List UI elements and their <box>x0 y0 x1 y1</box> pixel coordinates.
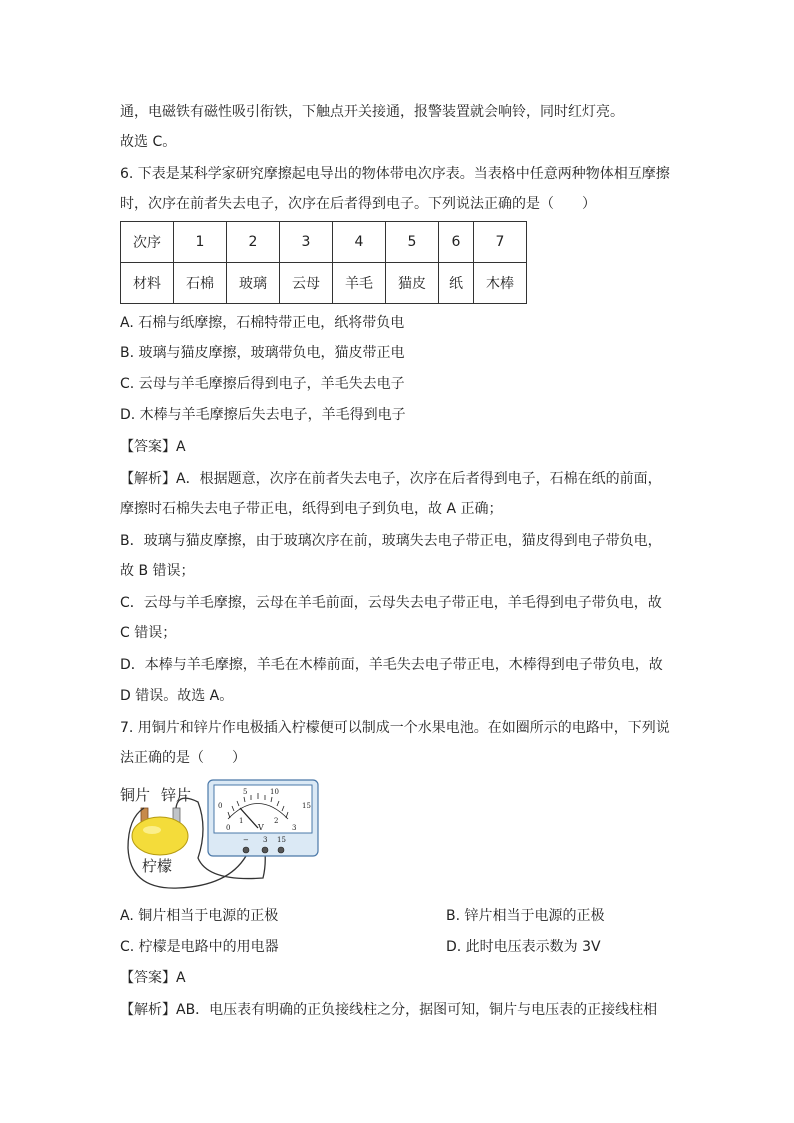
table-row <box>121 263 527 304</box>
option-a: A. 铜片相当于电源的正极 <box>120 908 279 924</box>
option-d: D. 木棒与羊毛摩擦后失去电子，羊毛得到电子 <box>120 407 406 423</box>
question-7-stem: 法正确的是（ ） <box>120 750 246 766</box>
table-cell: 4 <box>333 222 386 263</box>
explanation-line: C 错误； <box>120 625 177 641</box>
question-6-stem: 时，次序在前者失去电子，次序在后者得到电子。下列说法正确的是（ ） <box>120 196 596 212</box>
text-line: 通，电磁铁有磁性吸引衔铁，下触点开关接通，报警装置就会响铃，同时红灯亮。 <box>120 104 624 120</box>
option-c: C. 云母与羊毛摩擦后得到电子，羊毛失去电子 <box>120 376 405 392</box>
table-cell: 玻璃 <box>227 263 280 304</box>
explanation-line: 故 B 错误； <box>120 563 195 579</box>
terminal-15v <box>278 847 284 853</box>
table-cell: 1 <box>174 222 227 263</box>
scale-label: 2 <box>274 817 279 825</box>
zinc-label: 锌片 <box>161 786 192 804</box>
table-cell: 材料 <box>121 263 174 304</box>
answer-label: 【答案】A <box>120 970 186 986</box>
terminal-label: − <box>243 836 249 844</box>
scale-label: 0 <box>218 802 223 810</box>
explanation-line: D 错误。故选 A。 <box>120 688 234 704</box>
explanation-line: 【解析】AB．电压表有明确的正负接线柱之分，据图可知，铜片与电压表的正接线柱相 <box>120 1002 658 1018</box>
scale-label: 5 <box>243 788 248 796</box>
lemon <box>132 817 188 855</box>
table-cell: 纸 <box>439 263 474 304</box>
table-cell: 6 <box>439 222 474 263</box>
lemon-battery-figure <box>118 778 328 897</box>
table-cell: 猫皮 <box>386 263 439 304</box>
lemon-label: 柠檬 <box>142 857 173 875</box>
option-b: B. 锌片相当于电源的正极 <box>446 908 605 924</box>
terminal-label: 15 <box>277 836 286 844</box>
text-line: 故选 C。 <box>120 134 177 150</box>
explanation-line: D．本棒与羊毛摩擦，羊毛在木棒前面，羊毛失去电子带正电，木棒得到电子带负电，故 <box>120 657 663 673</box>
table-cell: 次序 <box>121 222 174 263</box>
terminal-negative <box>243 847 249 853</box>
terminal-label: 3 <box>263 836 268 844</box>
table-cell: 木棒 <box>474 263 527 304</box>
question-7-stem: 7. 用铜片和锌片作电极插入柠檬便可以制成一个水果电池。在如圈所示的电路中，下列说 <box>120 720 670 736</box>
scale-label: 15 <box>302 802 311 810</box>
copper-label: 铜片 <box>120 786 151 804</box>
scale-label: 1 <box>239 817 244 825</box>
table-cell: 5 <box>386 222 439 263</box>
charge-sequence-table <box>120 221 527 304</box>
explanation-line: 【解析】A．根据题意，次序在前者失去电子，次序在后者得到电子，石棉在纸的前面， <box>120 471 662 487</box>
table-row <box>121 222 527 263</box>
table-cell: 2 <box>227 222 280 263</box>
explanation-line: C．云母与羊毛摩擦，云母在羊毛前面，云母失去电子带正电，羊毛得到电子带负电，故 <box>120 595 662 611</box>
table-cell: 3 <box>280 222 333 263</box>
scale-label: 3 <box>292 824 297 832</box>
answer-label: 【答案】A <box>120 439 186 455</box>
lemon-highlight <box>143 826 161 834</box>
explanation-line: B．玻璃与猫皮摩擦，由于玻璃次序在前，玻璃失去电子带正电，猫皮得到电子带负电， <box>120 533 662 549</box>
option-a: A. 石棉与纸摩擦，石棉特带正电，纸将带负电 <box>120 315 405 331</box>
question-6-stem: 6. 下表是某科学家研究摩擦起电导出的物体带电次序表。当表格中任意两种物体相互摩擦 <box>120 166 670 182</box>
table-cell: 石棉 <box>174 263 227 304</box>
terminal-3v <box>262 847 268 853</box>
scale-label: 0 <box>226 824 231 832</box>
table-cell: 云母 <box>280 263 333 304</box>
option-d: D. 此时电压表示数为 3V <box>446 939 601 955</box>
table-cell: 7 <box>474 222 527 263</box>
scale-label: 10 <box>270 788 279 796</box>
option-b: B. 玻璃与猫皮摩擦，玻璃带负电，猫皮带正电 <box>120 345 405 361</box>
explanation-line: 摩擦时石棉失去电子带正电，纸得到电子到负电，故 A 正确； <box>120 501 503 517</box>
table-cell: 羊毛 <box>333 263 386 304</box>
unit-label: V <box>258 823 264 832</box>
option-c: C. 柠檬是电路中的用电器 <box>120 939 279 955</box>
